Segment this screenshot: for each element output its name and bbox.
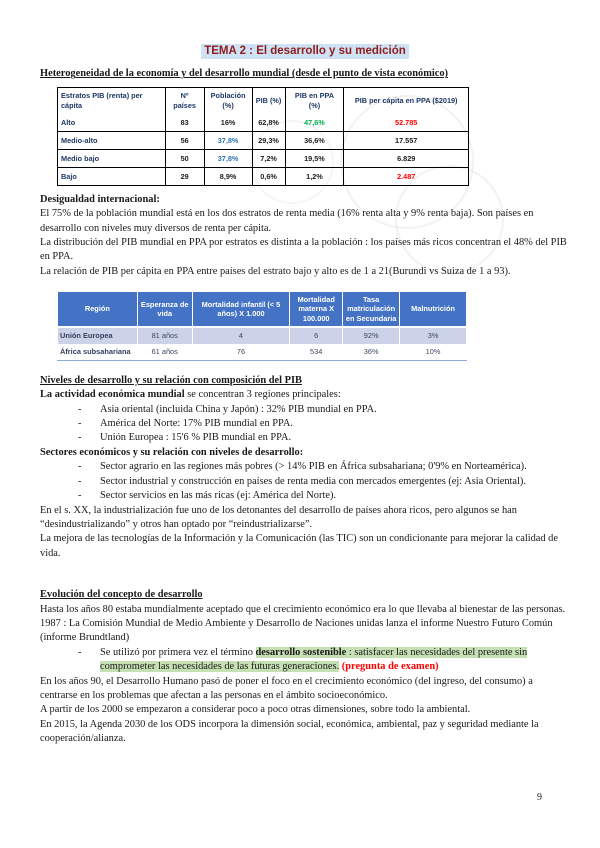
paragraph: A partir de los 2000 se empezaron a considerar poco a poco otras dimensiones, sobre todo la ambiental. <box>40 704 471 716</box>
paragraph: Hasta los años 80 estaba mundialmente aceptado que el crecimiento económico era lo que llevaba al bienestar de las personas. <box>40 603 566 615</box>
cell: 92% <box>343 327 400 344</box>
cell: 16% <box>204 114 252 132</box>
cell: 29,3% <box>252 131 285 149</box>
bullet-item <box>40 417 570 431</box>
row-label: Bajo <box>58 167 166 185</box>
col-header: Mortalidad infantil (< 5 años) X 1.000 <box>192 292 290 327</box>
cell: 50 <box>165 149 204 167</box>
cell: 52.785 <box>344 114 469 132</box>
cell: 37,8% <box>204 131 252 149</box>
paragraph: 1987 : La Comisión Mundial de Medio Ambiente y Desarrollo de Naciones unidas lanza el informe Nuestro Futuro Común (informe Brundtland) <box>40 617 553 644</box>
bullet-text <box>100 646 570 675</box>
title-row <box>40 44 570 59</box>
highlight-definition: : satisfacer las necesidades del presente sin comprometer las necesidades de las futuras generaciones. <box>100 646 528 673</box>
cell: 37,8% <box>204 149 252 167</box>
paragraph: En el s. XX, la industrialización fue uno de los detonantes del desarrollo de países ahora ricos, pero algunos se han “desindustrializando” y otros han optado por “reindustrializarse”. <box>40 504 517 530</box>
col-header: Región <box>58 292 138 327</box>
bullet-text: Asia oriental (incluida China y Japón) : 32% PIB mundial en PPA. <box>100 403 377 415</box>
bullet-item <box>40 475 570 489</box>
col-header: PIB (%) <box>252 87 285 114</box>
text-segment: se concentran 3 regiones principales: <box>184 389 341 401</box>
cell: 10% <box>400 344 467 361</box>
cell: 81 años <box>137 327 192 344</box>
cell: 56 <box>165 131 204 149</box>
subheading-sectores: Sectores económicos y su relación con niveles de desarrollo: <box>40 446 304 458</box>
cell: 36,6% <box>285 131 344 149</box>
table-row-bajo <box>58 167 469 185</box>
bullet-item <box>40 403 570 417</box>
bullet-text: América del Norte: 17% PIB mundial en PPA. <box>100 418 293 430</box>
cell: 0,6% <box>252 167 285 185</box>
row-label: Medio bajo <box>58 149 166 167</box>
bold-lead: La actividad económica mundial <box>40 389 185 401</box>
row-label: África subsahariana <box>58 344 138 361</box>
table-row-medio-alto <box>58 131 469 149</box>
bullet-item <box>40 646 570 675</box>
bullet-dash: - <box>78 432 82 444</box>
bullet-text: Sector servicios en las más ricas (ej: América del Norte). <box>100 490 337 502</box>
cell: 61 años <box>137 344 192 361</box>
cell: 62,8% <box>252 114 285 132</box>
table-header-row <box>58 292 467 327</box>
section-heading-niveles: Niveles de desarrollo y su relación con composición del PIB <box>40 374 302 386</box>
row-label: Alto <box>58 114 166 132</box>
subheading-desigualdad: Desigualdad internacional: <box>40 193 160 205</box>
col-header: Mortalidad materna X 100.000 <box>290 292 343 327</box>
paragraph: La mejora de las tecnologías de la Información y la Comunicación (las TIC) son un condicionante para mejorar la calidad de vida. <box>40 533 558 559</box>
table-indicadores-sociales <box>57 292 467 361</box>
cell: 4 <box>192 327 290 344</box>
paragraph: El 75% de la población mundial está en los dos estratos de renta media (16% renta alta y 9% renta baja). Son países en desarrollo con niveles muy diversos de renta per cápita. <box>40 208 534 234</box>
cell: 2.487 <box>344 167 469 185</box>
table-row-africa-subsahariana <box>58 344 467 361</box>
table-header-row <box>58 87 469 114</box>
col-header: PIB en PPA (%) <box>285 87 344 114</box>
paragraph: La distribución del PIB mundial en PPA por estratos es distinta a la población : los países más ricos concentran el 48% del PIB en PPA. <box>40 237 567 263</box>
section-heading-heterogeneidad: Heterogeneidad de la economía y del desarrollo mundial (desde el punto de vista económico) <box>40 68 449 80</box>
term-desarrollo-sostenible: desarrollo sostenible <box>255 646 347 658</box>
cell: 17.557 <box>344 131 469 149</box>
bullet-item <box>40 431 570 445</box>
col-header: PIB per cápita en PPA ($2019) <box>344 87 469 114</box>
cell: 19,5% <box>285 149 344 167</box>
bullet-text: Sector industrial y construcción en países de renta media con mercados emergentes (ej: Asia Oriental). <box>100 475 526 487</box>
col-header: Tasa matriculación en Secundaria <box>343 292 400 327</box>
cell: 83 <box>165 114 204 132</box>
paragraph: La relación de PIB per cápita en PPA entre países del estrato bajo y alto es de 1 a 21(Burundi vs Suiza de 1 a 93). <box>40 265 511 277</box>
paragraph: En 2015, la Agenda 2030 de los ODS incorpora la dimensión social, económica, ambiental, paz y seguridad mediante la cooperación/alianza. <box>40 718 539 745</box>
cell: 1,2% <box>285 167 344 185</box>
cell: 6 <box>290 327 343 344</box>
cell: 8,9% <box>204 167 252 185</box>
col-header: Malnutrición <box>400 292 467 327</box>
col-header: Estratos PIB (renta) per cápita <box>58 87 166 114</box>
bullet-dash: - <box>78 461 82 473</box>
table-estratos-pib <box>57 87 469 186</box>
col-header: Esperanza de vida <box>137 292 192 327</box>
bullet-item <box>40 489 570 503</box>
table-row-union-europea <box>58 327 467 344</box>
cell: 47,6% <box>285 114 344 132</box>
bullet-dash: - <box>78 490 82 502</box>
col-header: Población (%) <box>204 87 252 114</box>
cell: 7,2% <box>252 149 285 167</box>
cell: 76 <box>192 344 290 361</box>
table-row-alto <box>58 114 469 132</box>
cell: 36% <box>343 344 400 361</box>
page-title: TEMA 2 : El desarrollo y su medición <box>201 44 409 59</box>
bullet-text: Sector agrario en las regiones más pobres (> 14% PIB en África subsahariana; 0'9% en Norteamérica). <box>100 461 527 473</box>
col-header: Nº países <box>165 87 204 114</box>
bullet-dash: - <box>78 646 82 658</box>
table-row-medio-bajo <box>58 149 469 167</box>
row-label: Medio-alto <box>58 131 166 149</box>
bullet-dash: - <box>78 475 82 487</box>
cell: 3% <box>400 327 467 344</box>
cell: 534 <box>290 344 343 361</box>
row-label: Unión Europea <box>58 327 138 344</box>
exam-note: (pregunta de examen) <box>339 661 439 673</box>
bullet-dash: - <box>78 418 82 430</box>
section-heading-evolucion: Evolución del concepto de desarrollo <box>40 589 203 601</box>
paragraph <box>40 388 570 402</box>
text-segment: Se utilizó por primera vez el término <box>100 646 256 658</box>
paragraph: En los años 90, el Desarrollo Humano pasó de poner el foco en el crecimiento económico (del ingreso, del consumo) a centrarse en los problemas que afectan a las personas en el ámbito socioeconómico. <box>40 675 533 701</box>
bullet-item <box>40 460 570 474</box>
cell: 6.829 <box>344 149 469 167</box>
bullet-text: Unión Europea : 15'6 % PIB mundial en PPA. <box>100 432 292 444</box>
bullet-dash: - <box>78 403 82 415</box>
cell: 29 <box>165 167 204 185</box>
page-number: 9 <box>537 792 542 803</box>
